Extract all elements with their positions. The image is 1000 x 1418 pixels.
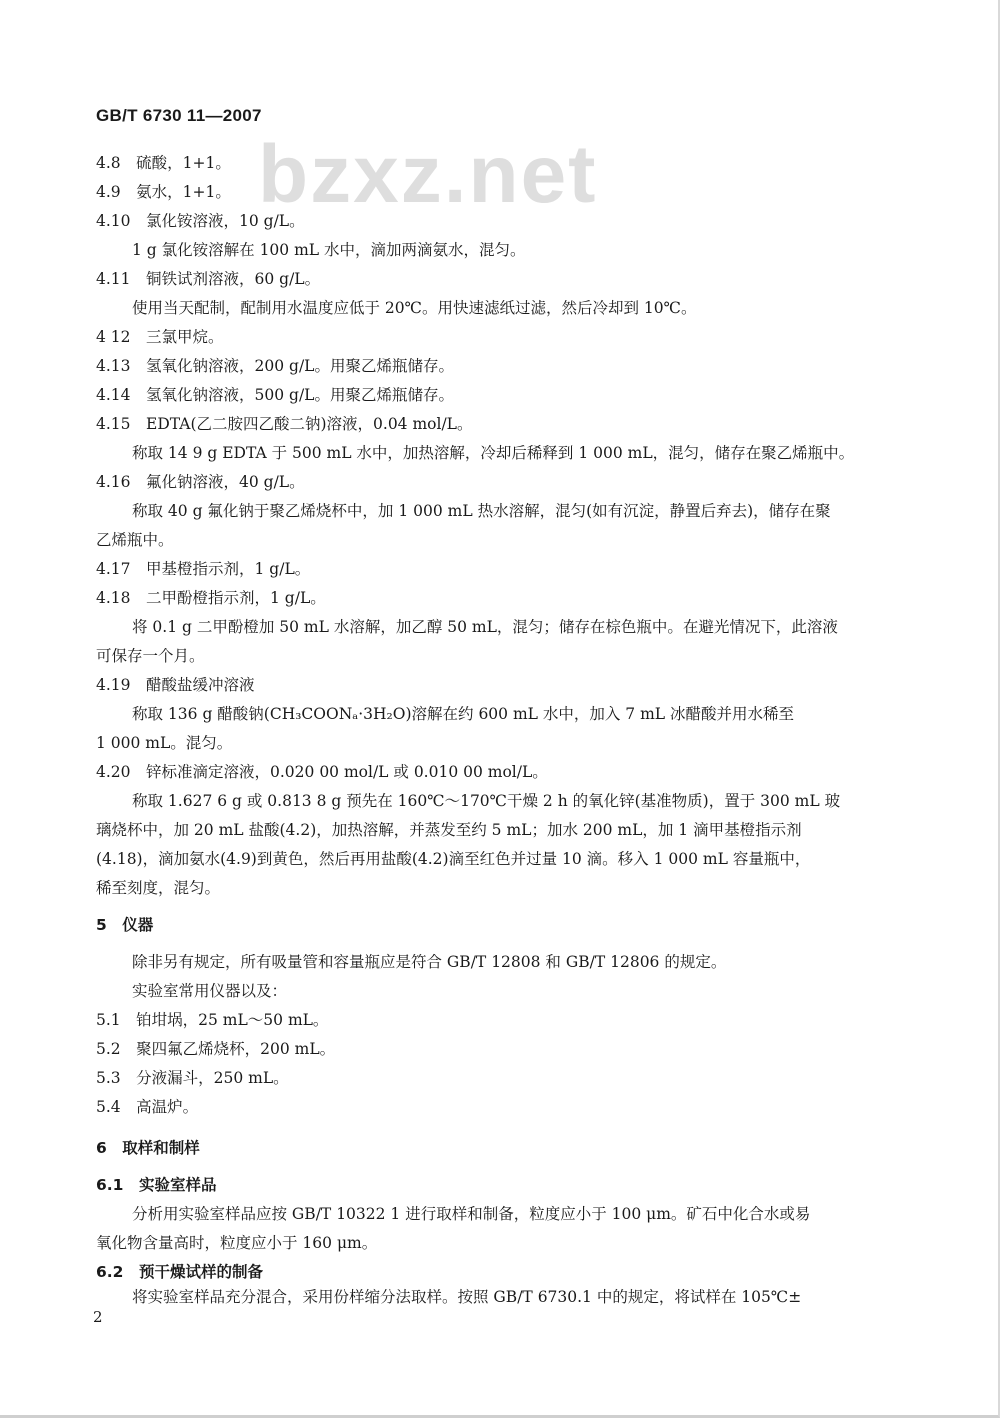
clause-4-20: 4.20 锌标准滴定溶液，0.020 00 mol/L 或 0.010 00 mol/L。	[96, 763, 548, 781]
body-text: 称取 1.627 6 g 或 0.813 8 g 预先在 160℃～170℃干燥 2 h 的氧化锌(基准物质)，置于 300 mL 玻	[132, 792, 841, 810]
body-text: 1 000 mL。混匀。	[96, 734, 233, 752]
body-text: 使用当天配制，配制用水温度应低于 20℃。用快速滤纸过滤，然后冷却到 10℃。	[132, 299, 697, 317]
clause-4-10: 4.10 氯化铵溶液，10 g/L。	[96, 212, 305, 230]
body-text: 称取 40 g 氟化钠于聚乙烯烧杯中，加 1 000 mL 热水溶解，混匀(如有沉淀，静置后弃去)，储存在聚	[132, 502, 831, 520]
watermark: bzxz.net	[258, 129, 598, 220]
page-number: 2	[93, 1308, 103, 1326]
clause-5-4: 5.4 高温炉。	[96, 1098, 199, 1116]
clause-4-11: 4.11 铜铁试剂溶液，60 g/L。	[96, 270, 321, 288]
clause-4-16: 4.16 氟化钠溶液，40 g/L。	[96, 473, 305, 491]
body-text: 除非另有规定，所有吸量管和容量瓶应是符合 GB/T 12808 和 GB/T 12806 的规定。	[132, 953, 727, 971]
subsection-heading-6-1: 6.1 实验室样品	[96, 1176, 217, 1194]
clause-4-12: 4 12 三氯甲烷。	[96, 328, 224, 346]
body-text: 氧化物含量高时，粒度应小于 160 μm。	[96, 1234, 378, 1252]
clause-4-14: 4.14 氢氧化钠溶液，500 g/L。用聚乙烯瓶储存。	[96, 386, 454, 404]
clause-4-15: 4.15 EDTA(乙二胺四乙酸二钠)溶液，0.04 mol/L。	[96, 415, 473, 433]
clause-5-2: 5.2 聚四氟乙烯烧杯，200 mL。	[96, 1040, 336, 1058]
clause-5-1: 5.1 铂坩埚，25 mL～50 mL。	[96, 1011, 329, 1029]
section-heading-5: 5 仪器	[96, 916, 154, 934]
body-text: 称取 14 9 g EDTA 于 500 mL 水中，加热溶解，冷却后稀释到 1 000 mL，混匀，储存在聚乙烯瓶中。	[132, 444, 855, 462]
body-text: 稀至刻度，混匀。	[96, 879, 221, 897]
body-text: 分析用实验室样品应按 GB/T 10322 1 进行取样和制备，粒度应小于 100 μm。矿石中化合水或易	[132, 1205, 811, 1223]
clause-4-19: 4.19 醋酸盐缓冲溶液	[96, 676, 255, 694]
clause-4-9: 4.9 氨水，1+1。	[96, 183, 231, 201]
body-text: 璃烧杯中，加 20 mL 盐酸(4.2)，加热溶解，并蒸发至约 5 mL；加水 200 mL，加 1 滴甲基橙指示剂	[96, 821, 802, 839]
clause-4-8: 4.8 硫酸，1+1。	[96, 154, 231, 172]
clause-4-18: 4.18 二甲酚橙指示剂，1 g/L。	[96, 589, 326, 607]
clause-5-3: 5.3 分液漏斗，250 mL。	[96, 1069, 289, 1087]
body-text: 实验室常用仪器以及：	[132, 982, 288, 1000]
body-text: 将实验室样品充分混合，采用份样缩分法取样。按照 GB/T 6730.1 中的规定，将试样在 105℃±	[132, 1288, 802, 1306]
section-heading-6: 6 取样和制样	[96, 1139, 200, 1157]
body-text: 乙烯瓶中。	[96, 531, 174, 549]
body-text: 1 g 氯化铵溶解在 100 mL 水中，滴加两滴氨水，混匀。	[132, 241, 526, 259]
body-text: 将 0.1 g 二甲酚橙加 50 mL 水溶解，加乙醇 50 mL，混匀；储存在棕色瓶中。在避光情况下，此溶液	[132, 618, 838, 636]
clause-4-17: 4.17 甲基橙指示剂，1 g/L。	[96, 560, 311, 578]
standard-code-header: GB/T 6730 11—2007	[96, 106, 262, 125]
body-text: 可保存一个月。	[96, 647, 205, 665]
clause-4-13: 4.13 氢氧化钠溶液，200 g/L。用聚乙烯瓶储存。	[96, 357, 454, 375]
subsection-heading-6-2: 6.2 预干燥试样的制备	[96, 1263, 263, 1281]
body-text: (4.18)，滴加氨水(4.9)到黄色，然后再用盐酸(4.2)滴至红色并过量 10 滴。移入 1 000 mL 容量瓶中，	[96, 850, 811, 868]
body-text: 称取 136 g 醋酸钠(CH₃COONₐ·3H₂O)溶解在约 600 mL 水中，加入 7 mL 冰醋酸并用水稀至	[132, 705, 795, 723]
